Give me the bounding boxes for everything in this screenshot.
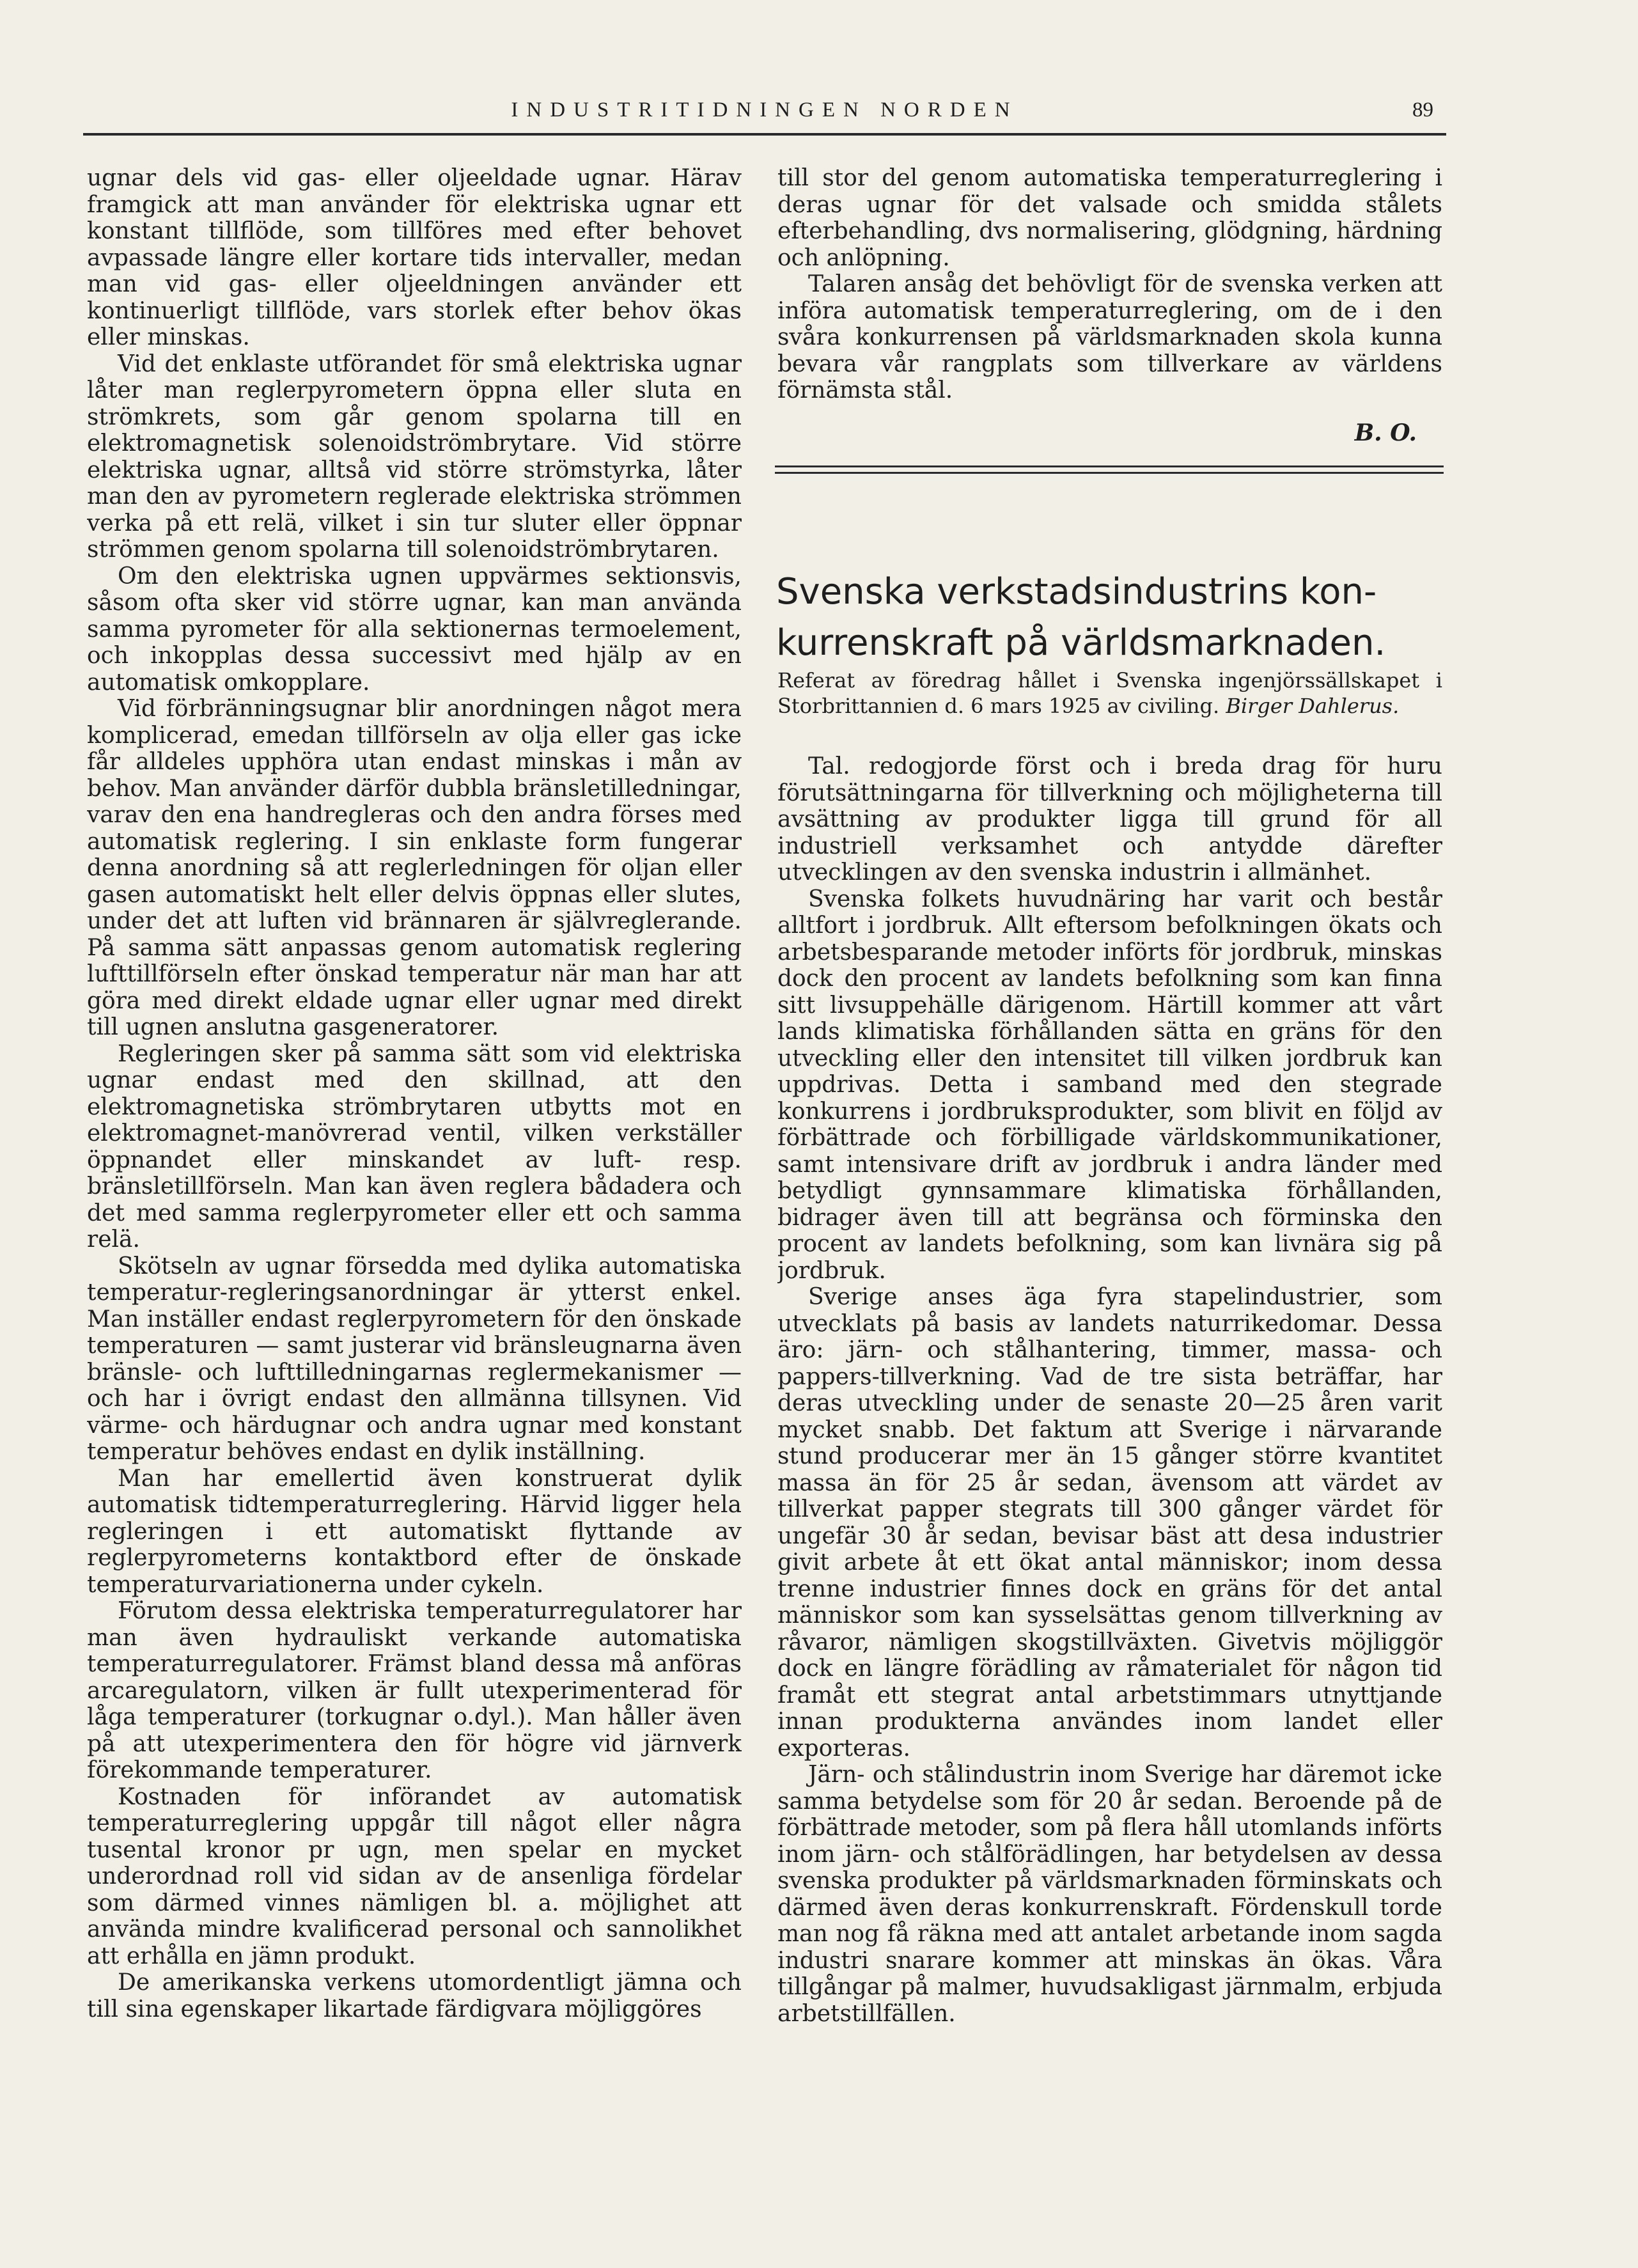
paragraph: Vid det enklaste utförandet för små elektriska ugnar låter man reglerpyrometern öppna eller sluta en strömkrets, som går genom spolarna till en elektromagnetisk solenoidströmbrytare. Vid större elektriska ugnar, alltså vid större strömstyrka, låter man den av pyrometern reglerade elektriska strömmen verka på ett relä, vilket i sin tur sluter eller öppnar strömmen genom spolarna till solenoidströmbrytaren.: [87, 350, 742, 563]
article-title-line: kurrenskraft på världsmarknaden.: [776, 622, 1386, 664]
abstract-text: Referat av föredrag hållet i Svenska ingenjörssällskapet i Storbrittannien d. 6 mars 1925 av civiling.: [777, 668, 1442, 718]
paragraph: Svenska folkets huvudnäring har varit och består alltfort i jordbruk. Allt eftersom befolkningen ökats och arbetsbesparande metoder införts för jordbruk, minskas dock den procent av landets befolkning som kan finna sitt livsuppehälle därigenom. Härtill kommer att vårt lands klimatiska förhållanden sätta en gräns för den utveckling eller den intensitet till vilken jordbruk kan uppdrivas. Detta i samband med den stegrade konkurrens i jordbruksprodukter, som blivit en följd av förbättrade och förbilligade världskommunikationer, samt intensivare drift av jordbruk i andra länder med betydligt gynnsammare klimatiska förhållanden, bidrager även till att begränsa och förminska den procent av landets befolkning, som kan livnära sig på jordbruk.: [777, 886, 1442, 1284]
article-title: [776, 567, 1445, 669]
right-column-top: [777, 165, 1442, 459]
article-abstract: [777, 668, 1442, 719]
article-title-line: Svenska verkstadsindustrins kon-: [776, 570, 1377, 613]
article-body: [777, 753, 1442, 2230]
running-header: [83, 95, 1446, 136]
paragraph: Om den elektriska ugnen uppvärmes sektionsvis, såsom ofta sker vid större ugnar, kan man använda samma pyrometer för alla sektionernas termoelement, och inkopplas dessa successivt med hjälp av en automatisk omkopplare.: [87, 563, 742, 696]
journal-title: INDUSTRITIDNINGEN NORDEN: [511, 98, 1018, 121]
page-number: 89: [1412, 98, 1433, 121]
section-divider: [775, 465, 1444, 474]
left-column: [87, 165, 742, 2230]
paragraph: Förutom dessa elektriska temperaturregulatorer har man även hydrauliskt verkande automatiska temperaturregulatorer. Främst bland dessa må anföras arcaregulatorn, vilken är fullt utexperimenterad för låga temperaturer (torkugnar o.dyl.). Man håller även på att utexperimentera den för högre vid järnverk förekommande temperaturer.: [87, 1598, 742, 1783]
paragraph: Regleringen sker på samma sätt som vid elektriska ugnar endast med den skillnad, att den elektromagnetiska strömbrytaren utbytts mot en elektromagnet-manövrerad ventil, vilken verkställer öppnandet eller minskandet av luft- resp. bränsletillförseln. Man kan även reglera bådadera och det med samma reglerpyrometer eller ett och samma relä.: [87, 1040, 742, 1253]
paragraph: Man har emellertid även konstruerat dylik automatisk tidtemperaturreglering. Härvid ligger hela regleringen i ett automatiskt flyttande av reglerpyrometerns kontaktbord efter de önskade temperaturvariationerna under cykeln.: [87, 1465, 742, 1598]
paragraph: till stor del genom automatiska temperaturreglering i deras ugnar för det valsade och smidda stålets efterbehandling, dvs normalisering, glödgning, härdning och anlöpning.: [777, 165, 1442, 271]
author-signature: B. O.: [1354, 419, 1417, 446]
paragraph: ugnar dels vid gas- eller oljeeldade ugnar. Härav framgick att man använder för elektriska ugnar ett konstant tillflöde, som tillföres med efter behovet avpassade längre eller kortare tids intervaller, medan man vid gas- eller oljeeldningen använder ett kontinuerligt tillflöde, vars storlek efter behov ökas eller minskas.: [87, 165, 742, 350]
paragraph: Tal. redogjorde först och i breda drag för huru förutsättningarna för tillverkning och möjligheterna till avsättning av produkter ligga till grund för all industriell verksamhet och antydde därefter utvecklingen av den svenska industrin i allmänhet.: [777, 753, 1442, 886]
paragraph: Talaren ansåg det behövligt för de svenska verken att införa automatisk temperaturreglering, om de i den svåra konkurrensen på världsmarknaden skola kunna bevara vår rangplats som tillverkare av världens förnämsta stål.: [777, 271, 1442, 403]
paragraph: De amerikanska verkens utomordentligt jämna och till sina egenskaper likartade färdigvara möjliggöres: [87, 1969, 742, 2022]
paragraph: Kostnaden för införandet av automatisk temperaturreglering uppgår till något eller några tusental kronor pr ugn, men spelar en mycket underordnad roll vid sidan av de ansenliga fördelar som därmed vinnes nämligen bl. a. möjlighet att använda mindre kvalificerad personal och sannolikhet att erhålla en jämn produkt.: [87, 1783, 742, 1969]
paragraph: Skötseln av ugnar försedda med dylika automatiska temperatur-regleringsanordningar är ytterst enkel. Man inställer endast reglerpyrometern för den önskade temperaturen — samt justerar vid bränsleugnarna även bränsle- och lufttilledningarnas reglermekanismer — och har i övrigt endast den allmänna tillsynen. Vid värme- och härdugnar och andra ugnar med konstant temperatur behöves endast en dylik inställning.: [87, 1253, 742, 1465]
paragraph: Vid förbränningsugnar blir anordningen något mera komplicerad, emedan tillförseln av olja eller gas icke får alldeles upphöra utan endast minskas i mån av behov. Man använder därför dubbla bränsletilledningar, varav den ena handregleras och den andra förses med automatisk reglering. I sin enklaste form fungerar denna anordning så att reglerledningen för oljan eller gasen automatiskt helt eller delvis öppnas eller slutes, under det att luften vid brännaren är självreglerande. På samma sätt anpassas genom automatisk reglering lufttillförseln efter önskad temperatur när man har att göra med direkt eldade ugnar eller ugnar med direkt till ugnen anslutna gasgeneratorer.: [87, 696, 742, 1040]
abstract-author: Birger Dahlerus.: [1226, 694, 1400, 718]
paragraph: Sverige anses äga fyra stapelindustrier, som utvecklats på basis av landets naturrikedomar. Dessa äro: järn- och stålhantering, timmer, massa- och pappers-tillverkning. Vad de tre sista beträffar, har deras utveckling under de senaste 20—25 åren varit mycket snabb. Det faktum att Sverige i närvarande stund producerar mer än 15 gånger större kvantitet massa än för 25 år sedan, ävensom att värdet av tillverkat papper stegrats till 300 gånger värdet för ungefär 30 år sedan, bevisar bäst att desa industrier givit arbete åt ett ökat antal människor; inom dessa trenne industrier finnes dock en gräns för det antal människor som kan sysselsättas genom tillverkning av råvaror, nämligen skogstillväxten. Givetvis möjliggör dock en längre förädling av råmaterialet för någon tid framåt ett stegrat antal arbetstimmars utnyttjande innan produkterna användes inom landet eller exporteras.: [777, 1284, 1442, 1762]
paragraph: Järn- och stålindustrin inom Sverige har däremot icke samma betydelse som för 20 år sedan. Beroende på de förbättrade metoder, som på flera håll utomlands införts inom järn- och stålförädlingen, har betydelsen av dessa svenska produkter på världsmarknaden förminskats och därmed även deras konkurrenskraft. Fördenskull torde man nog få räkna med att antalet arbetande inom sagda industri snarare kommer att minskas än ökas. Våra tillgångar på malmer, huvudsakligast järnmalm, erbjuda arbetstillfällen.: [777, 1762, 1442, 2027]
